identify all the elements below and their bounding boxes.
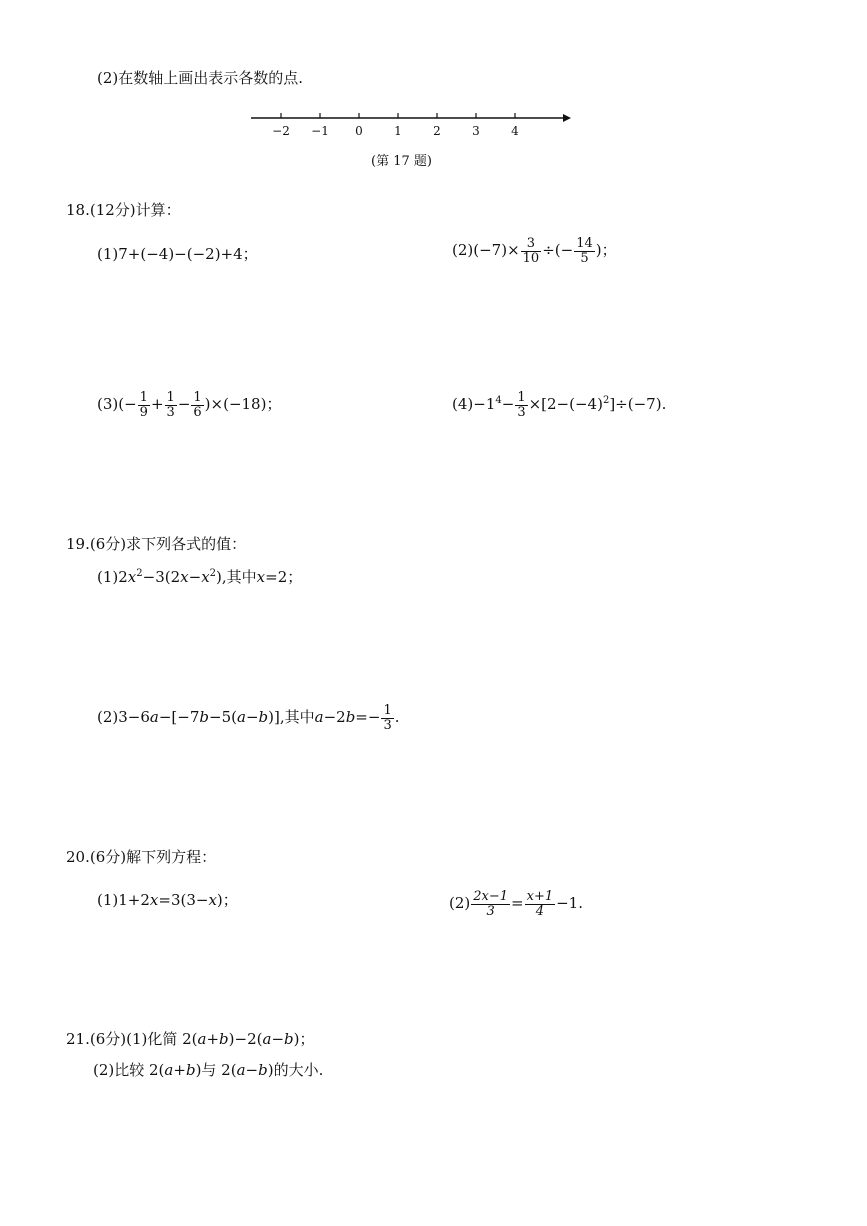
fraction: $\frac{3}{10}$ bbox=[522, 236, 540, 266]
fraction: $\frac{2x-1}{3}$ bbox=[473, 889, 509, 919]
tick-label: −2 bbox=[272, 124, 290, 138]
q18-part4: $(4)-1^4-$ $\frac{1}{3}$ $\times[2-(-4)^2]\div(-7)$. bbox=[452, 390, 667, 420]
q19-part2: (2)3−6a−[−7b−5(a−b)],其中a−2b=− $\frac{1}{3}$ . bbox=[97, 703, 400, 733]
tick-label: 2 bbox=[433, 124, 441, 138]
q20-part1: (1)1+2x=3(3−x)； bbox=[97, 891, 238, 909]
fraction: $\frac{1}{6}$ bbox=[193, 390, 202, 420]
arrow-right-icon bbox=[563, 114, 571, 122]
fraction: $\frac{14}{5}$ bbox=[576, 236, 593, 266]
q18-part2: (2)(−7)× $\frac{3}{10}$ ÷(− $\frac{14}{5}$ )； bbox=[452, 236, 617, 266]
tick-label: 1 bbox=[394, 124, 402, 138]
q21-header: 21.(6分)(1)化简 2(a+b)−2(a−b)； bbox=[66, 1030, 315, 1048]
tick-label: 4 bbox=[511, 124, 519, 138]
fraction: $\frac{1}{3}$ bbox=[517, 390, 526, 420]
q19-part1: $(1)2x^2-3(2x-x^2)$,其中x=2； bbox=[97, 568, 303, 586]
number-line bbox=[245, 108, 575, 144]
q20-header: 20.(6分)解下列方程： bbox=[66, 848, 217, 866]
q19-header: 19.(6分)求下列各式的值： bbox=[66, 535, 247, 553]
q20-part2: (2) $\frac{2x-1}{3}$ = $\frac{x+1}{4}$ −1. bbox=[449, 889, 583, 919]
tick-label: 0 bbox=[355, 124, 363, 138]
tick-label: 3 bbox=[472, 124, 480, 138]
fraction: $\frac{1}{3}$ bbox=[166, 390, 175, 420]
q17-part2-text: (2)在数轴上画出表示各数的点. bbox=[97, 69, 304, 87]
fraction: $\frac{1}{9}$ bbox=[139, 390, 148, 420]
tick-label: −1 bbox=[311, 124, 329, 138]
q18-header: 18.(12分)计算： bbox=[66, 201, 181, 219]
q18-part3: (3)(− $\frac{1}{9}$ + $\frac{1}{3}$ − $\frac{1}{6}$ )×(−18)； bbox=[97, 390, 282, 420]
figure-caption: (第 17 题) bbox=[371, 154, 432, 169]
q21-part2: (2)比较 2(a+b)与 2(a−b)的大小. bbox=[93, 1061, 324, 1079]
fraction: $\frac{1}{3}$ bbox=[383, 703, 392, 733]
fraction: $\frac{x+1}{4}$ bbox=[526, 889, 554, 919]
q18-part1: (1)7+(−4)−(−2)+4； bbox=[97, 245, 258, 263]
